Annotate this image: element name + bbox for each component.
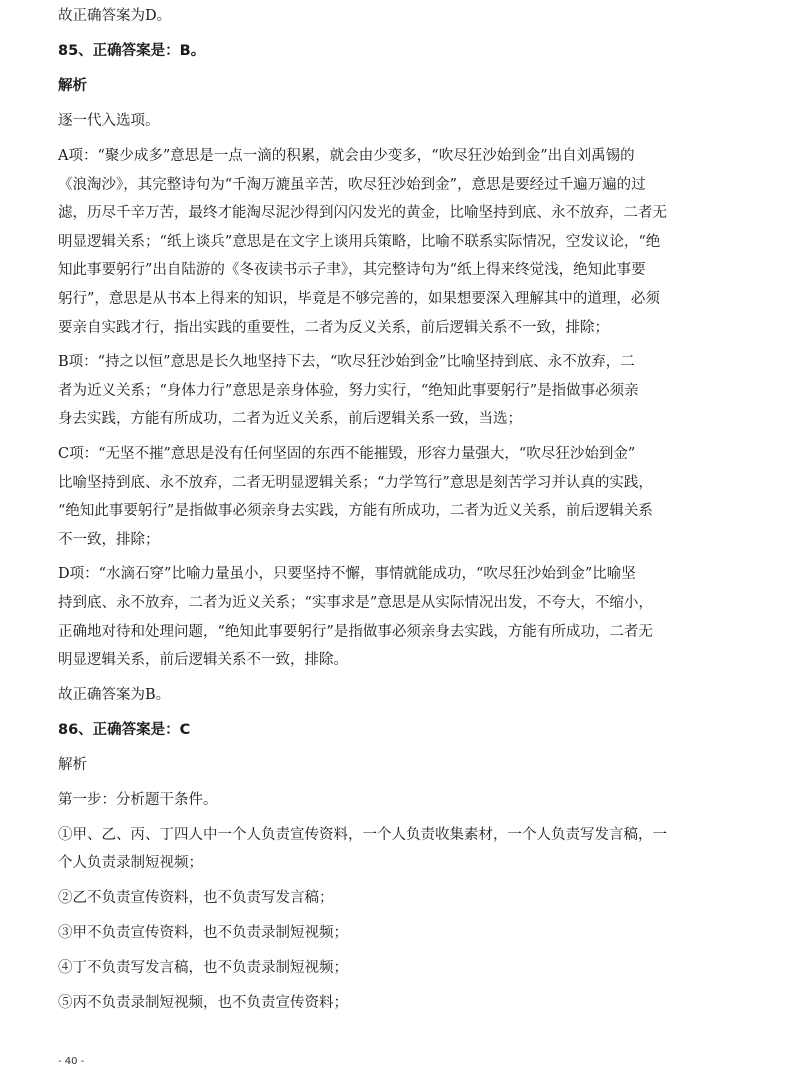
condition-1-line: ①甲、乙、丙、丁四人中一个人负责宣传资料，一个人负责收集素材，一个人负责写发言稿，一: [58, 826, 667, 843]
q86-step1: 第一步：分析题干条件。: [58, 791, 218, 808]
option-a-line: 明显逻辑关系；“纸上谈兵”意思是在文字上谈用兵策略，比喻不联系实际情况，空发议论，“绝: [58, 233, 661, 250]
q85-option-a: [58, 142, 748, 342]
q85-option-b: [58, 348, 748, 434]
q86-analysis-label: 解析: [58, 756, 87, 773]
option-d-line: 正确地对待和处理问题，“绝知此事要躬行”是指做事必须亲身去实践，方能有所成功，二者无: [58, 623, 653, 640]
q86-condition-3: ③甲不负责宣传资料，也不负责录制短视频；: [58, 924, 348, 941]
option-a-line: A项：“聚少成多”意思是一点一滴的积累，就会由少变多，“吹尽狂沙始到金”出自刘禹锡的: [58, 148, 635, 164]
q86-condition-2: ②乙不负责宣传资料，也不负责写发言稿；: [58, 889, 334, 906]
q85-intro: 逐一代入选项。: [58, 113, 160, 129]
option-a-line: 要亲自实践才行，指出实践的重要性，二者为反义关系，前后逻辑关系不一致，排除；: [58, 319, 609, 336]
q86-condition-5: ⑤丙不负责录制短视频，也不负责宣传资料；: [58, 994, 348, 1011]
option-c-line: “绝知此事要躬行”是指做事必须亲身去实践，方能有所成功，二者为近义关系，前后逻辑关系: [58, 503, 653, 520]
q85-option-d: [58, 560, 748, 674]
q85-conclusion: 故正确答案为B。: [58, 686, 171, 703]
option-c-line: C项：“无坚不摧”意思是没有任何坚固的东西不能摧毁，形容力量强大，“吹尽狂沙始到金”: [58, 445, 636, 462]
q86-condition-1: [58, 821, 748, 878]
option-d-line: 持到底、永不放弃，二者为近义关系；“实事求是”意思是从实际情况出发，不夸大，不缩小，: [58, 594, 653, 611]
option-d-line: D项：“水滴石穿”比喻力量虽小，只要坚持不懈，事情就能成功，“吹尽狂沙始到金”比喻坚: [58, 566, 636, 583]
option-a-line: 滤，历尽千辛万苦，最终才能淘尽泥沙得到闪闪发光的黄金，比喻坚持到底、永不放弃，二者无: [58, 205, 667, 222]
option-c-line: 不一致，排除；: [58, 531, 160, 548]
option-b-line: 者为近义关系；“身体力行”意思是亲身体验，努力实行，“绝知此事要躬行”是指做事必须亲: [58, 382, 639, 399]
document-page: [58, 0, 748, 1018]
condition-1-line: 个人负责录制短视频；: [58, 855, 203, 872]
q86-heading: 86、正确答案是：C: [58, 721, 191, 738]
option-a-line: 《浪淘沙》，其完整诗句为“千淘万漉虽辛苦，吹尽狂沙始到金”，意思是要经过千遍万遍的过: [58, 176, 646, 193]
option-c-line: 比喻坚持到底、永不放弃，二者无明显逻辑关系；“力学笃行”意思是刻苦学习并认真的实践，: [58, 474, 653, 491]
option-b-line: 身去实践，方能有所成功，二者为近义关系，前后逻辑关系一致，当选；: [58, 411, 522, 428]
q85-option-c: [58, 440, 748, 554]
option-b-line: B项：“持之以恒”意思是长久地坚持下去，“吹尽狂沙始到金”比喻坚持到底、永不放弃，二: [58, 354, 635, 371]
option-d-line: 明显逻辑关系，前后逻辑关系不一致，排除。: [58, 652, 348, 669]
option-a-line: 躬行”，意思是从书本上得来的知识，毕竟是不够完善的，如果想要深入理解其中的道理，必须: [58, 290, 660, 307]
page-number: - 40 -: [58, 1056, 85, 1067]
q86-condition-4: ④丁不负责写发言稿，也不负责录制短视频；: [58, 959, 348, 976]
q84-conclusion: 故正确答案为D。: [58, 8, 172, 24]
option-a-line: 知此事要躬行”出自陆游的《冬夜读书示子聿》，其完整诗句为“纸上得来终觉浅，绝知此事要: [58, 262, 646, 279]
q85-heading: 85、正确答案是：B。: [58, 43, 206, 59]
q85-analysis-label: 解析: [58, 78, 87, 94]
